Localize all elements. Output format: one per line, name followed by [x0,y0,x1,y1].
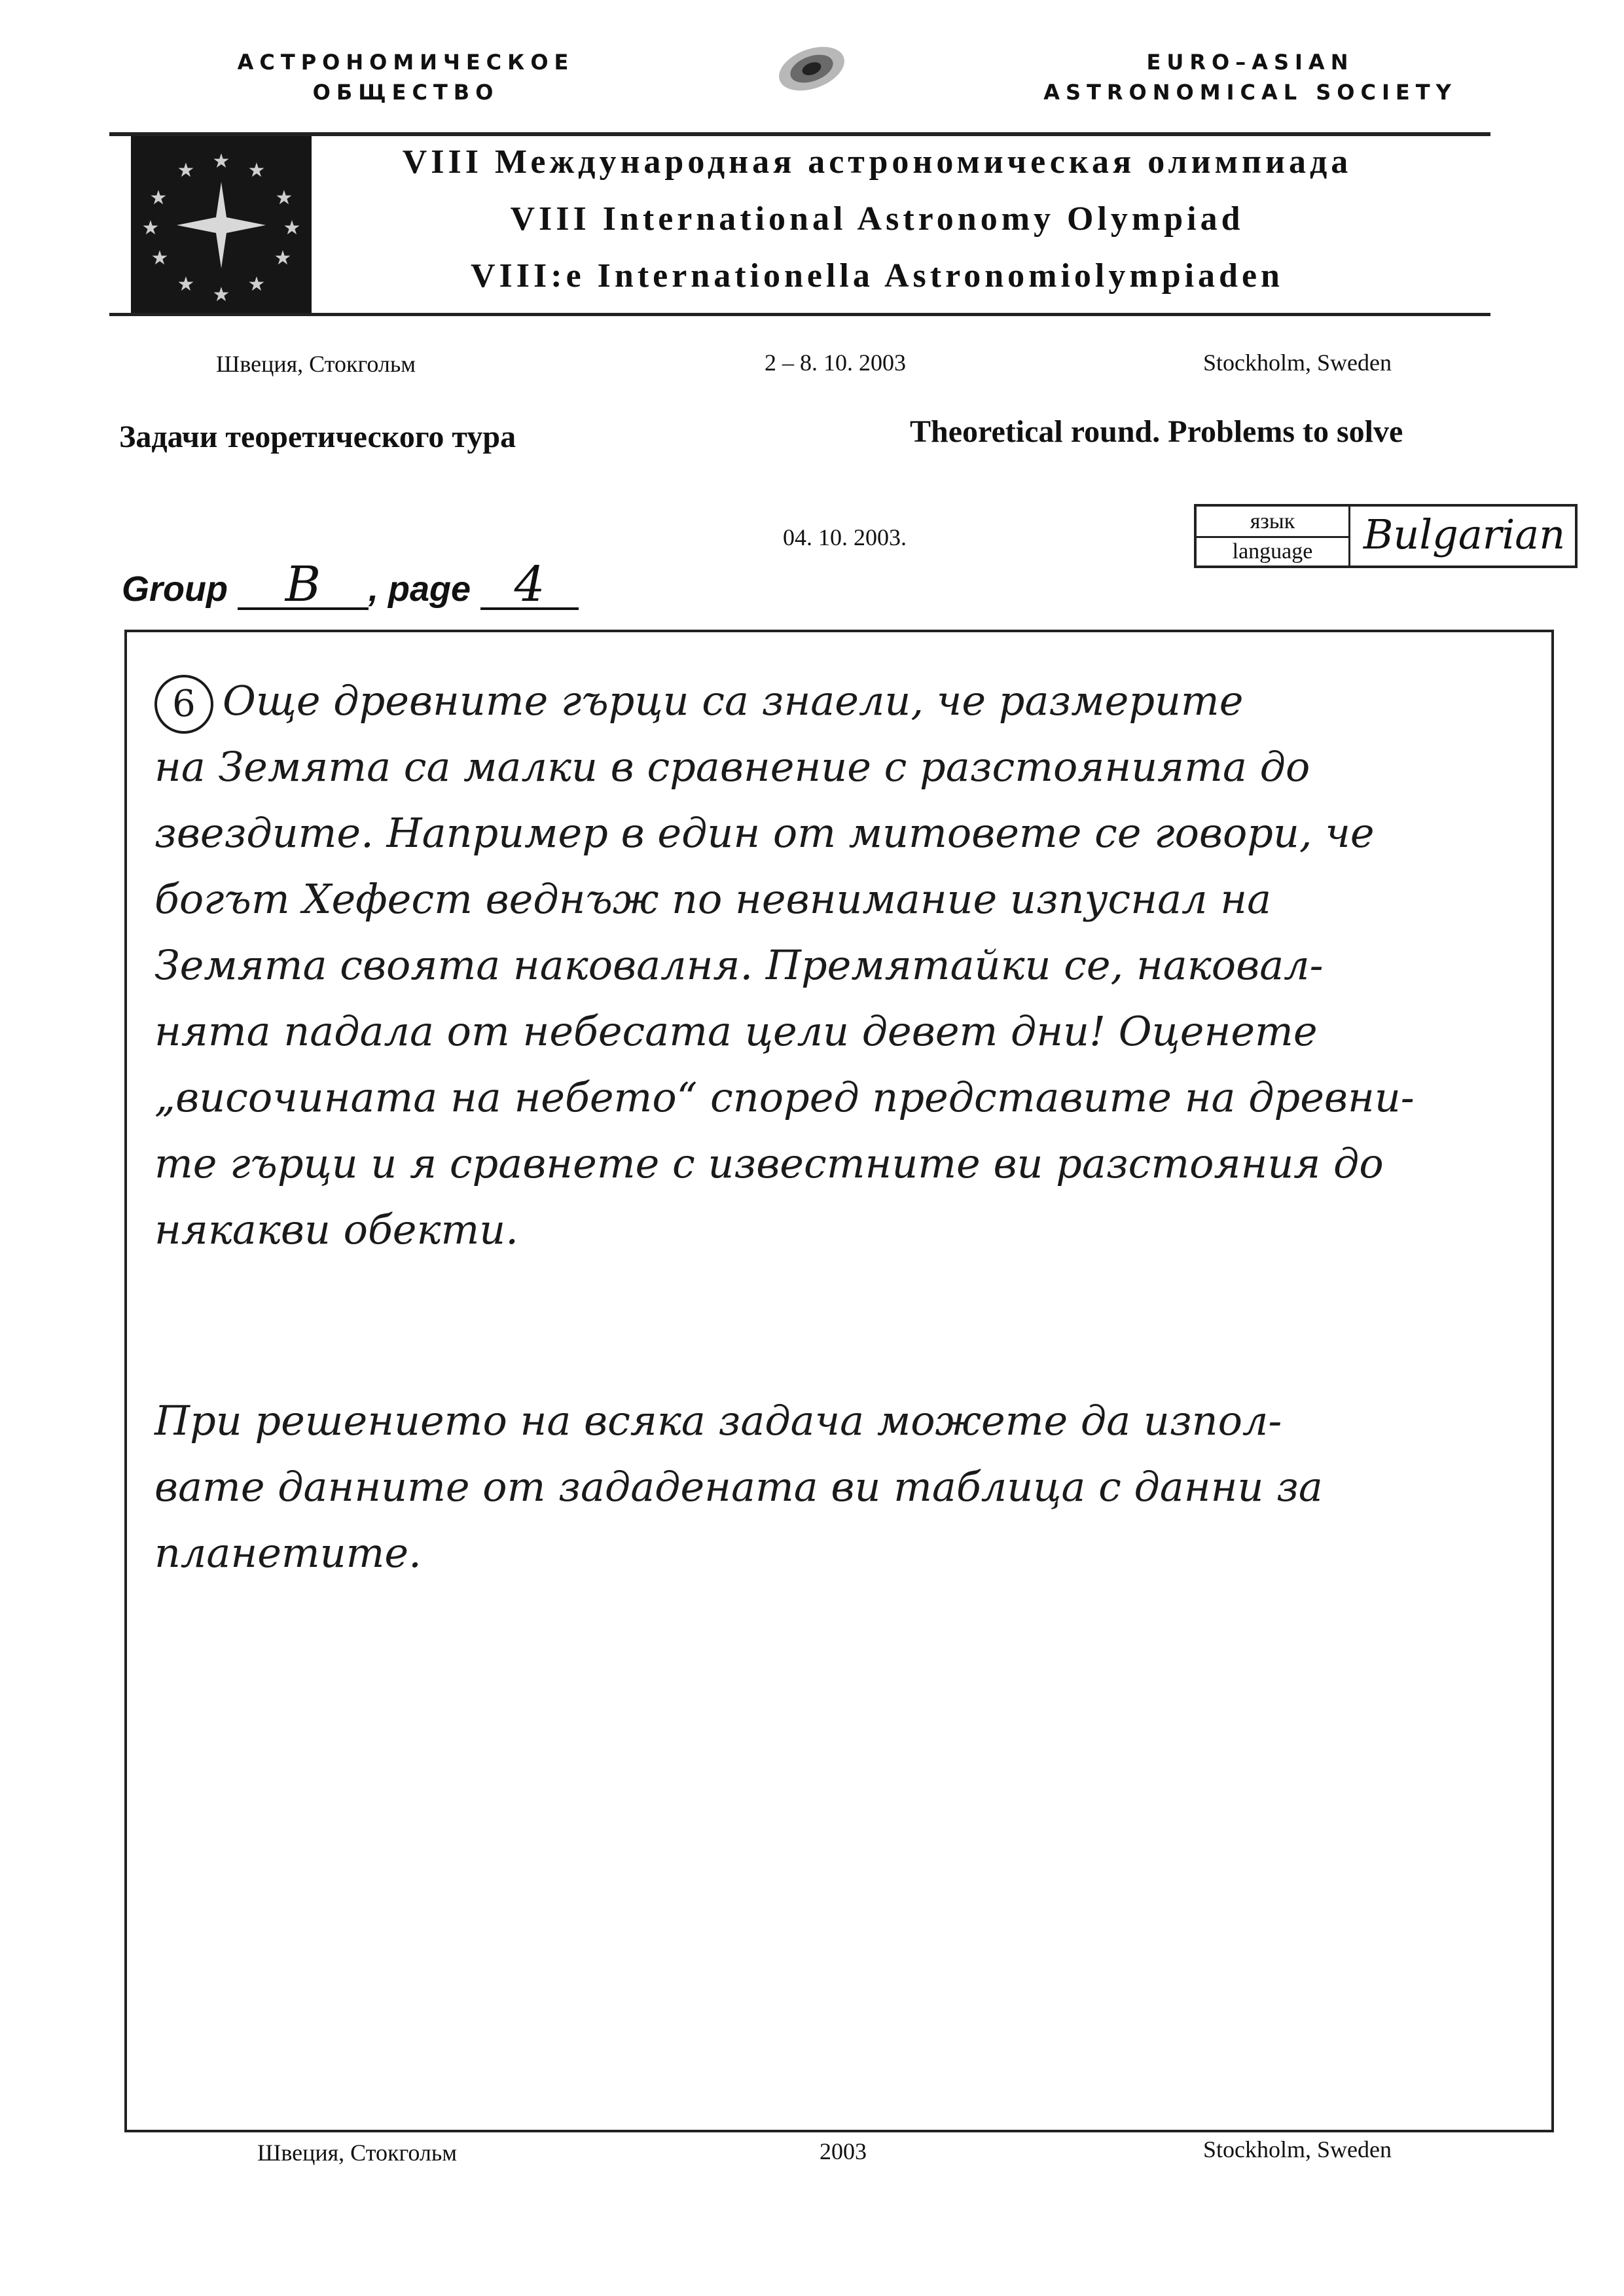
language-box [1194,504,1578,568]
problem-line-text: Още древните гърци са знаели, че размерите [223,677,1244,725]
location-russian: Швеция, Стокгольм [216,351,416,377]
page-label: , page [369,569,471,609]
problem-number: 6 [154,675,213,734]
group-page-line [122,556,579,613]
org-name-russian-line-2: ОБЩЕСТВО [312,80,499,105]
problem-line: те гърци и я сравнете с известните ви разстояния до [154,1139,1384,1187]
footer-location-english: Stockholm, Sweden [1203,2136,1392,2162]
round-heading-russian: Задачи теоретического тура [119,420,516,454]
title-english: VIII International Astronomy Olympiad [510,200,1244,238]
note-line: планетите. [154,1529,422,1577]
title-russian: VIII Международная астрономическая олимпиада [402,143,1352,181]
location-english: Stockholm, Sweden [1203,350,1392,376]
svg-text:★: ★ [151,247,169,270]
header-top-rule [109,132,1490,136]
problem-line: нята падала от небесата цели девет дни! Оценете [154,1007,1318,1055]
problem-text [154,668,1542,1263]
language-label-russian: язык [1250,509,1295,533]
note-line: вате данните от зададената ви таблица с данни за [154,1463,1323,1511]
org-name-english-line-2: ASTRONOMICAL SOCIETY [1043,80,1457,105]
title-swedish: VIII:e Internationella Astronomiolympiaden [471,257,1284,295]
problem-note [154,1388,1542,1586]
note-line: При решението на всяка задача можете да изпол- [154,1397,1282,1444]
round-heading-english: Theoretical round. Problems to solve [910,414,1403,449]
org-name-russian [216,47,596,107]
language-column-divider [1348,507,1350,565]
org-name-english-line-1: EURO–ASIAN [1146,50,1354,75]
svg-text:★: ★ [177,273,195,296]
galaxy-logo [769,36,854,101]
svg-text:★: ★ [275,187,293,209]
problem-line: Земята своята наковалня. Премятайки се, наковал- [154,941,1324,989]
svg-text:★: ★ [212,150,230,173]
round-date: 04. 10. 2003. [783,524,907,550]
group-value: B [238,562,369,610]
svg-text:★: ★ [247,159,266,182]
svg-text:★: ★ [274,247,292,270]
problem-line: някакви обекти. [154,1206,518,1253]
org-name-russian-line-1: АСТРОНОМИЧЕСКОЕ [237,50,575,75]
footer-location-russian: Швеция, Стокгольм [257,2140,458,2166]
header-bottom-rule [109,313,1490,316]
org-name-english [1021,47,1479,107]
svg-text:★: ★ [212,283,230,306]
svg-text:★: ★ [283,217,301,240]
svg-text:★: ★ [149,187,168,209]
olympiad-dates: 2 – 8. 10. 2003 [765,350,906,376]
language-value: Bulgarian [1363,511,1566,558]
page-value: 4 [480,562,579,610]
language-label-english: language [1232,539,1313,564]
group-label: Group [122,569,228,609]
svg-text:★: ★ [177,159,195,182]
footer-year: 2003 [820,2138,867,2164]
problem-line: богът Хефест веднъж по невнимание изпуснал на [154,875,1272,923]
svg-text:★: ★ [247,273,266,296]
problem-line: на Земята са малки в сравнение с разстоянията до [154,743,1310,791]
svg-text:★: ★ [141,217,160,240]
problem-line [154,668,1542,734]
problem-line: „височината на небето“ според представите на древни- [154,1073,1415,1121]
problem-line: звездите. Например в един от митовете се говори, че [154,809,1375,857]
